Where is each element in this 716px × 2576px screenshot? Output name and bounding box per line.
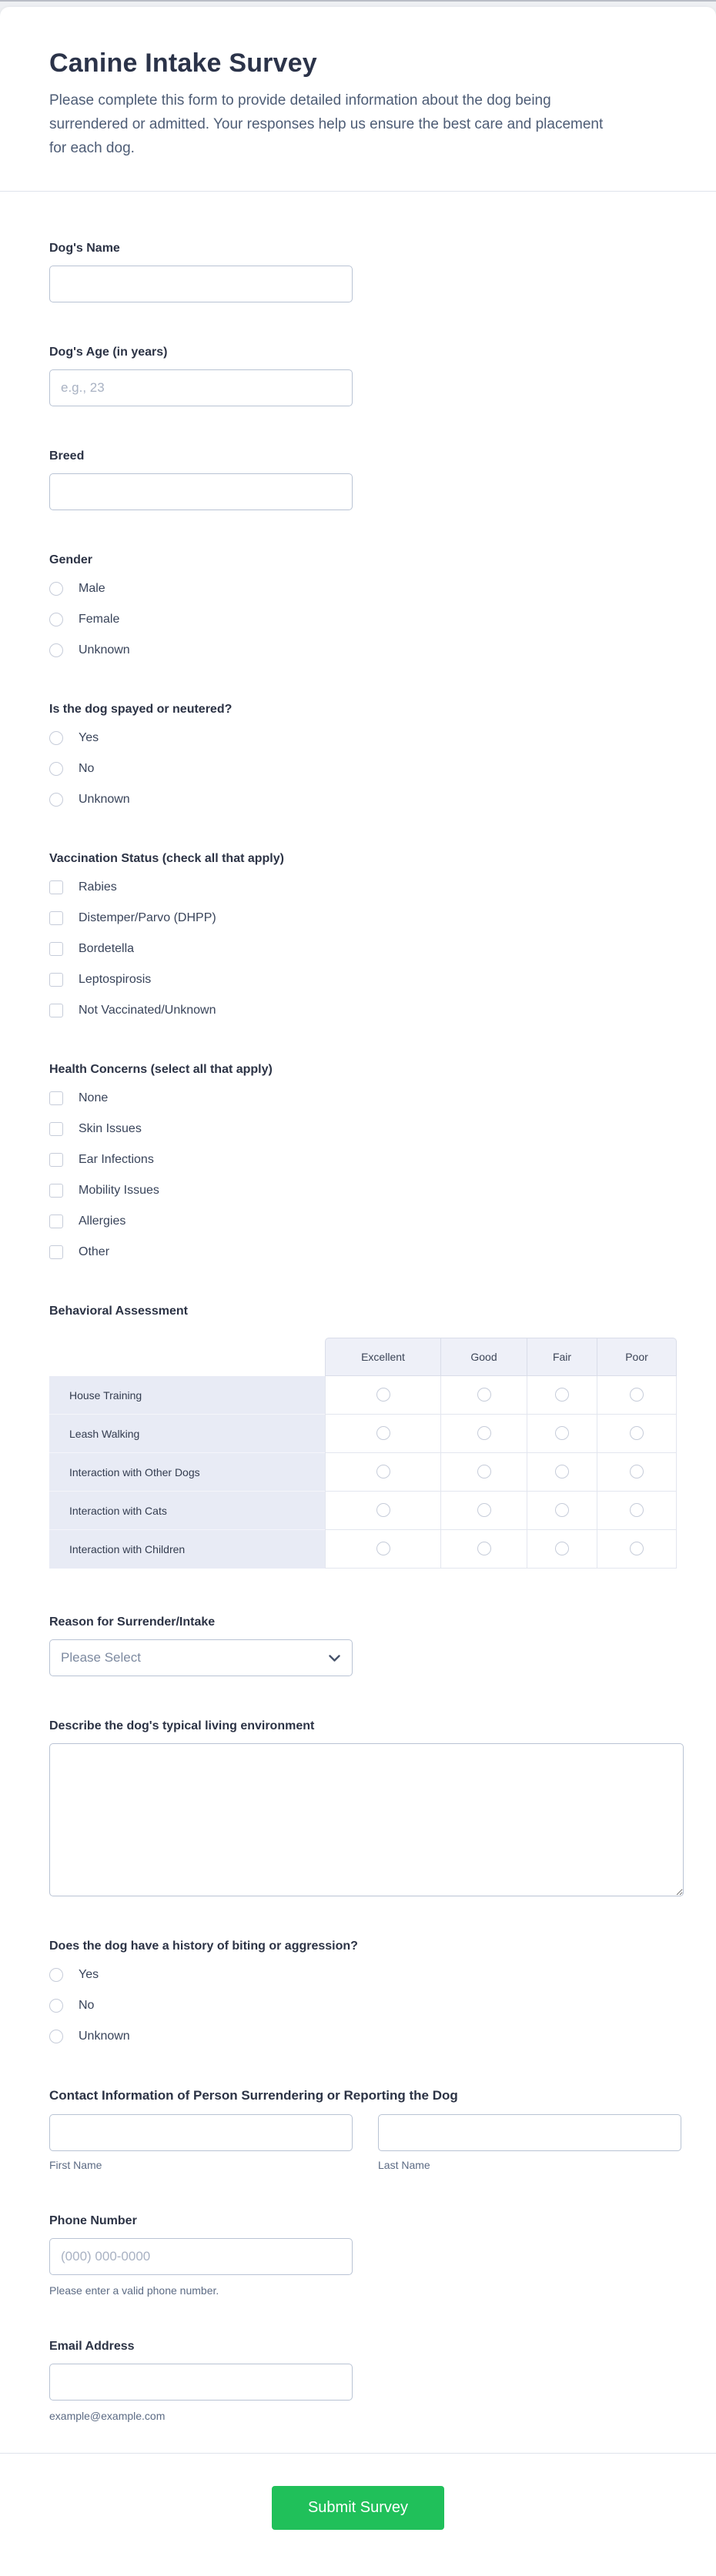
first-name-sublabel: First Name [49,2159,102,2171]
biting-option-no-label: No [79,1999,95,2012]
breed-label: Breed [49,449,85,463]
gender-option-male-label: Male [79,582,105,595]
dog-name-label: Dog's Name [49,242,120,255]
matrix-radio-house-training-poor[interactable] [630,1388,644,1402]
field-breed [49,449,684,510]
field-vaccination [49,851,684,1019]
vaccination-checkbox-not-vaccinated[interactable] [49,1004,63,1017]
spayed-label: Is the dog spayed or neutered? [49,703,233,716]
biting-option-unknown[interactable] [49,2028,130,2045]
field-health-concerns [49,1062,684,1261]
health-option-none[interactable] [49,1090,108,1107]
health-option-allergies[interactable] [49,1213,125,1230]
field-dog-name [49,241,684,302]
form-body [0,192,716,2422]
health-option-skin-label: Skin Issues [79,1122,142,1135]
matrix-radio-house-training-good[interactable] [477,1388,491,1402]
matrix-row-interaction-children [49,1530,677,1569]
field-spayed-neutered [49,702,684,808]
matrix-radio-interaction-cats-poor[interactable] [630,1503,644,1517]
matrix-column-excellent: Excellent [325,1338,441,1376]
gender-radio-unknown[interactable] [49,643,63,657]
vaccination-option-dhpp[interactable] [49,910,216,927]
health-checkbox-allergies[interactable] [49,1214,63,1228]
gender-option-female[interactable] [49,611,119,628]
health-option-none-label: None [79,1091,109,1104]
matrix-row-house-training [49,1376,677,1415]
gender-radio-male[interactable] [49,582,63,596]
vaccination-checkbox-bordetella[interactable] [49,942,63,956]
field-phone [49,2213,684,2297]
matrix-radio-leash-walking-fair[interactable] [555,1426,569,1440]
gender-option-unknown[interactable] [49,642,130,659]
submit-section [0,2454,716,2576]
matrix-radio-interaction-cats-good[interactable] [477,1503,491,1517]
spayed-option-unknown[interactable] [49,791,130,808]
reason-select[interactable] [49,1639,353,1676]
vaccination-option-dhpp-label: Distemper/Parvo (DHPP) [79,911,216,924]
phone-helper-text: Please enter a valid phone number. [49,2284,219,2297]
field-reason [49,1615,684,1676]
matrix-row-house-training-label: House Training [49,1376,325,1415]
matrix-radio-house-training-excellent[interactable] [376,1388,390,1402]
matrix-row-interaction-children-label: Interaction with Children [49,1530,325,1569]
reason-label: Reason for Surrender/Intake [49,1615,216,1629]
vaccination-option-rabies[interactable] [49,879,117,896]
matrix-radio-interaction-cats-excellent[interactable] [376,1503,390,1517]
spayed-option-unknown-label: Unknown [79,793,130,806]
field-behavioral-assessment [49,1304,684,1569]
contact-name-row [49,2114,684,2171]
matrix-column-fair: Fair [527,1338,597,1376]
submit-button[interactable]: Submit Survey [272,2486,444,2530]
gender-radio-female[interactable] [49,613,63,626]
matrix-radio-interaction-children-excellent[interactable] [376,1542,390,1555]
field-biting [49,1939,684,2045]
health-checkbox-skin[interactable] [49,1122,63,1136]
matrix-row-interaction-cats-label: Interaction with Cats [49,1492,325,1530]
matrix-row-interaction-dogs [49,1453,677,1492]
gender-option-male[interactable] [49,580,105,597]
chevron-down-icon [329,1655,340,1662]
matrix-radio-interaction-dogs-good[interactable] [477,1465,491,1478]
vaccination-option-not-vaccinated[interactable] [49,1002,216,1019]
gender-label: Gender [49,553,93,566]
vaccination-option-bordetella[interactable] [49,941,134,957]
matrix-row-interaction-cats [49,1492,677,1530]
spayed-radio-unknown[interactable] [49,793,63,807]
matrix-radio-interaction-children-fair[interactable] [555,1542,569,1555]
environment-label: Describe the dog's typical living environment [49,1719,315,1732]
health-option-ear[interactable] [49,1151,154,1168]
behavioral-matrix-table [49,1338,677,1569]
vaccination-option-bordetella-label: Bordetella [79,942,135,955]
last-name-col [378,2114,681,2171]
spayed-radio-yes[interactable] [49,731,63,745]
health-option-other[interactable] [49,1244,109,1261]
matrix-radio-interaction-children-good[interactable] [477,1542,491,1555]
reason-select-placeholder: Please Select [61,1650,141,1665]
matrix-row-leash-walking-label: Leash Walking [49,1415,325,1453]
biting-label: Does the dog have a history of biting or aggression? [49,1940,358,1953]
vaccination-label: Vaccination Status (check all that apply) [49,852,284,865]
dog-age-label: Dog's Age (in years) [49,346,168,359]
last-name-input[interactable] [378,2114,681,2151]
vaccination-checkbox-rabies[interactable] [49,880,63,894]
biting-radio-unknown[interactable] [49,2030,63,2043]
form-card [0,7,716,2576]
spayed-option-yes-label: Yes [79,731,99,744]
vaccination-checkbox-dhpp[interactable] [49,911,63,925]
behavioral-label: Behavioral Assessment [49,1305,188,1318]
email-label: Email Address [49,2340,135,2353]
biting-option-unknown-label: Unknown [79,2030,130,2043]
field-email [49,2339,684,2422]
field-dog-age [49,345,684,406]
health-option-allergies-label: Allergies [79,1214,126,1228]
health-option-mobility-label: Mobility Issues [79,1184,159,1197]
email-input[interactable] [49,2364,353,2401]
contact-label: Contact Information of Person Surrendering or Reporting the Dog [49,2088,458,2103]
breed-input[interactable] [49,473,353,510]
spayed-option-no[interactable] [49,760,94,777]
matrix-radio-leash-walking-poor[interactable] [630,1426,644,1440]
biting-option-yes-label: Yes [79,1968,99,1981]
health-option-other-label: Other [79,1245,110,1258]
matrix-row-interaction-dogs-label: Interaction with Other Dogs [49,1453,325,1492]
health-option-mobility[interactable] [49,1182,159,1199]
gender-option-unknown-label: Unknown [79,643,130,657]
field-gender [49,553,684,659]
first-name-col [49,2114,353,2171]
reason-select-wrap [49,1639,353,1676]
matrix-radio-interaction-dogs-fair[interactable] [555,1465,569,1478]
health-checkbox-ear[interactable] [49,1153,63,1167]
spayed-option-no-label: No [79,762,95,775]
matrix-row-leash-walking [49,1415,677,1453]
vaccination-checkbox-leptospirosis[interactable] [49,973,63,987]
matrix-radio-interaction-children-poor[interactable] [630,1542,644,1555]
biting-option-yes[interactable] [49,1966,99,1983]
dog-age-input[interactable] [49,369,353,406]
vaccination-option-not-vaccinated-label: Not Vaccinated/Unknown [79,1004,216,1017]
health-checkbox-mobility[interactable] [49,1184,63,1198]
matrix-radio-interaction-dogs-excellent[interactable] [376,1465,390,1478]
last-name-sublabel: Last Name [378,2159,430,2171]
vaccination-option-rabies-label: Rabies [79,880,117,894]
form-description: Please complete this form to provide detailed information about the dog being surrendered or admitted. Your responses help us ensure the best care and placement for each dog. [49,92,604,156]
matrix-corner-cell [49,1338,325,1376]
form-title: Canine Intake Survey [49,48,317,78]
biting-radio-yes[interactable] [49,1968,63,1982]
health-option-ear-label: Ear Infections [79,1153,154,1166]
phone-input[interactable] [49,2238,353,2275]
field-environment [49,1719,684,1896]
spayed-option-yes[interactable] [49,730,99,747]
vaccination-option-leptospirosis-label: Leptospirosis [79,973,152,986]
vaccination-option-leptospirosis[interactable] [49,971,151,988]
matrix-radio-house-training-fair[interactable] [555,1388,569,1402]
spayed-radio-no[interactable] [49,762,63,776]
matrix-column-good: Good [441,1338,527,1376]
matrix-radio-leash-walking-good[interactable] [477,1426,491,1440]
biting-radio-no[interactable] [49,1999,63,2013]
gender-option-female-label: Female [79,613,120,626]
health-checkbox-none[interactable] [49,1091,63,1105]
field-contact-name [49,2088,684,2171]
health-option-skin[interactable] [49,1121,142,1138]
form-header [0,7,716,191]
phone-label: Phone Number [49,2214,137,2227]
first-name-input[interactable] [49,2114,353,2151]
health-label: Health Concerns (select all that apply) [49,1063,273,1076]
matrix-radio-leash-walking-excellent[interactable] [376,1426,390,1440]
email-helper-text: example@example.com [49,2410,166,2422]
environment-textarea[interactable] [49,1743,684,1896]
biting-option-no[interactable] [49,1997,94,2014]
matrix-radio-interaction-dogs-poor[interactable] [630,1465,644,1478]
health-checkbox-other[interactable] [49,1245,63,1259]
dog-name-input[interactable] [49,266,353,302]
matrix-column-poor: Poor [597,1338,677,1376]
matrix-radio-interaction-cats-fair[interactable] [555,1503,569,1517]
